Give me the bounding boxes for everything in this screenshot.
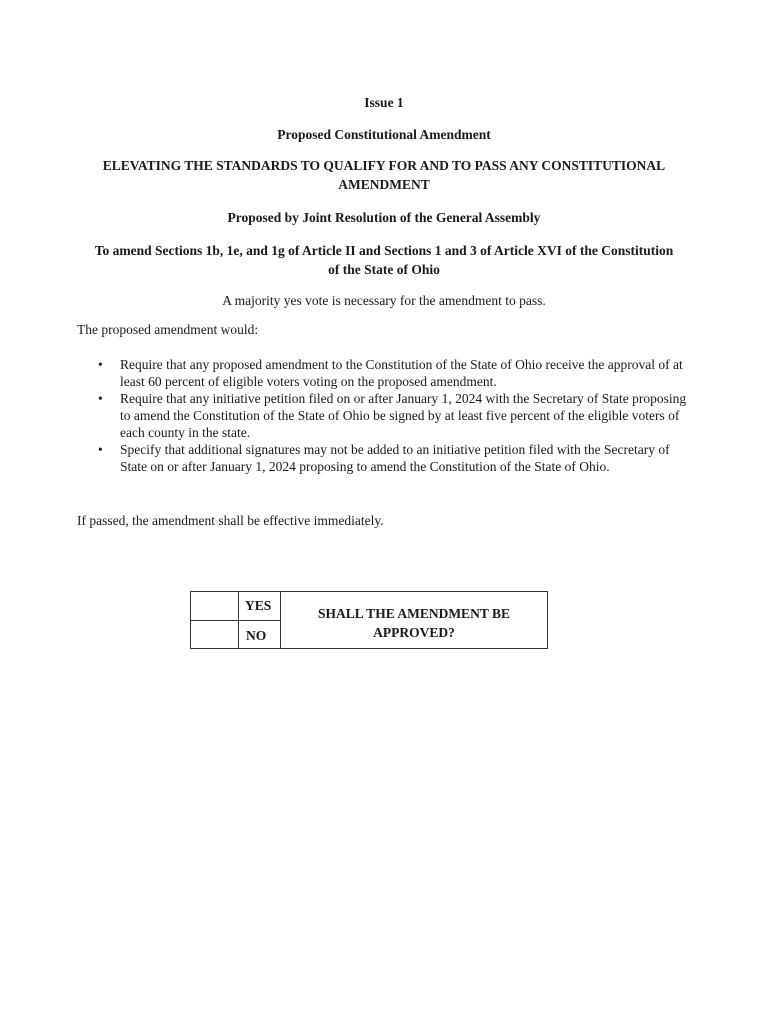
no-label: NO: [239, 621, 281, 649]
majority-note: A majority yes vote is necessary for the amendment to pass.: [222, 293, 546, 308]
bullet-text: Require that any initiative petition filed on or after January 1, 2024 with the Secretary of State proposing to amend the Constitution of the State of Ohio be signed by at least five percent of the eligible voters of each county in the state.: [120, 391, 687, 440]
list-item: [77, 356, 687, 390]
list-item: [77, 441, 687, 475]
issue-title: Issue 1: [364, 95, 404, 110]
bullet-icon: •: [98, 391, 103, 406]
ballot-box: [190, 591, 548, 649]
bullet-icon: •: [98, 357, 103, 372]
closing-text: If passed, the amendment shall be effective immediately.: [77, 513, 384, 528]
proposed-by-line: Proposed by Joint Resolution of the General Assembly: [227, 210, 541, 225]
bullet-text: Require that any proposed amendment to the Constitution of the State of Ohio receive the approval of at least 60 percent of eligible voters voting on the proposed amendment.: [120, 357, 683, 389]
yes-label: YES: [239, 592, 281, 621]
subtitle: Proposed Constitutional Amendment: [277, 127, 491, 142]
bullet-text: Specify that additional signatures may not be added to an initiative petition filed with the Secretary of State on or after January 1, 2024 proposing to amend the Constitution of the State of Ohio.: [120, 442, 670, 474]
amendment-heading: ELEVATING THE STANDARDS TO QUALIFY FOR AND TO PASS ANY CONSTITUTIONAL AMENDMENT: [102, 158, 666, 192]
to-amend-line: To amend Sections 1b, 1e, and 1g of Article II and Sections 1 and 3 of Article XVI of the Constitution of the State of Ohio: [94, 243, 674, 277]
ballot-question: SHALL THE AMENDMENT BE APPROVED?: [318, 606, 510, 640]
bullet-icon: •: [98, 442, 103, 457]
list-item: [77, 390, 687, 441]
intro-text: The proposed amendment would:: [77, 322, 259, 337]
amendment-bullet-list: [77, 356, 687, 475]
no-checkbox[interactable]: [191, 621, 239, 649]
yes-checkbox[interactable]: [191, 592, 239, 621]
